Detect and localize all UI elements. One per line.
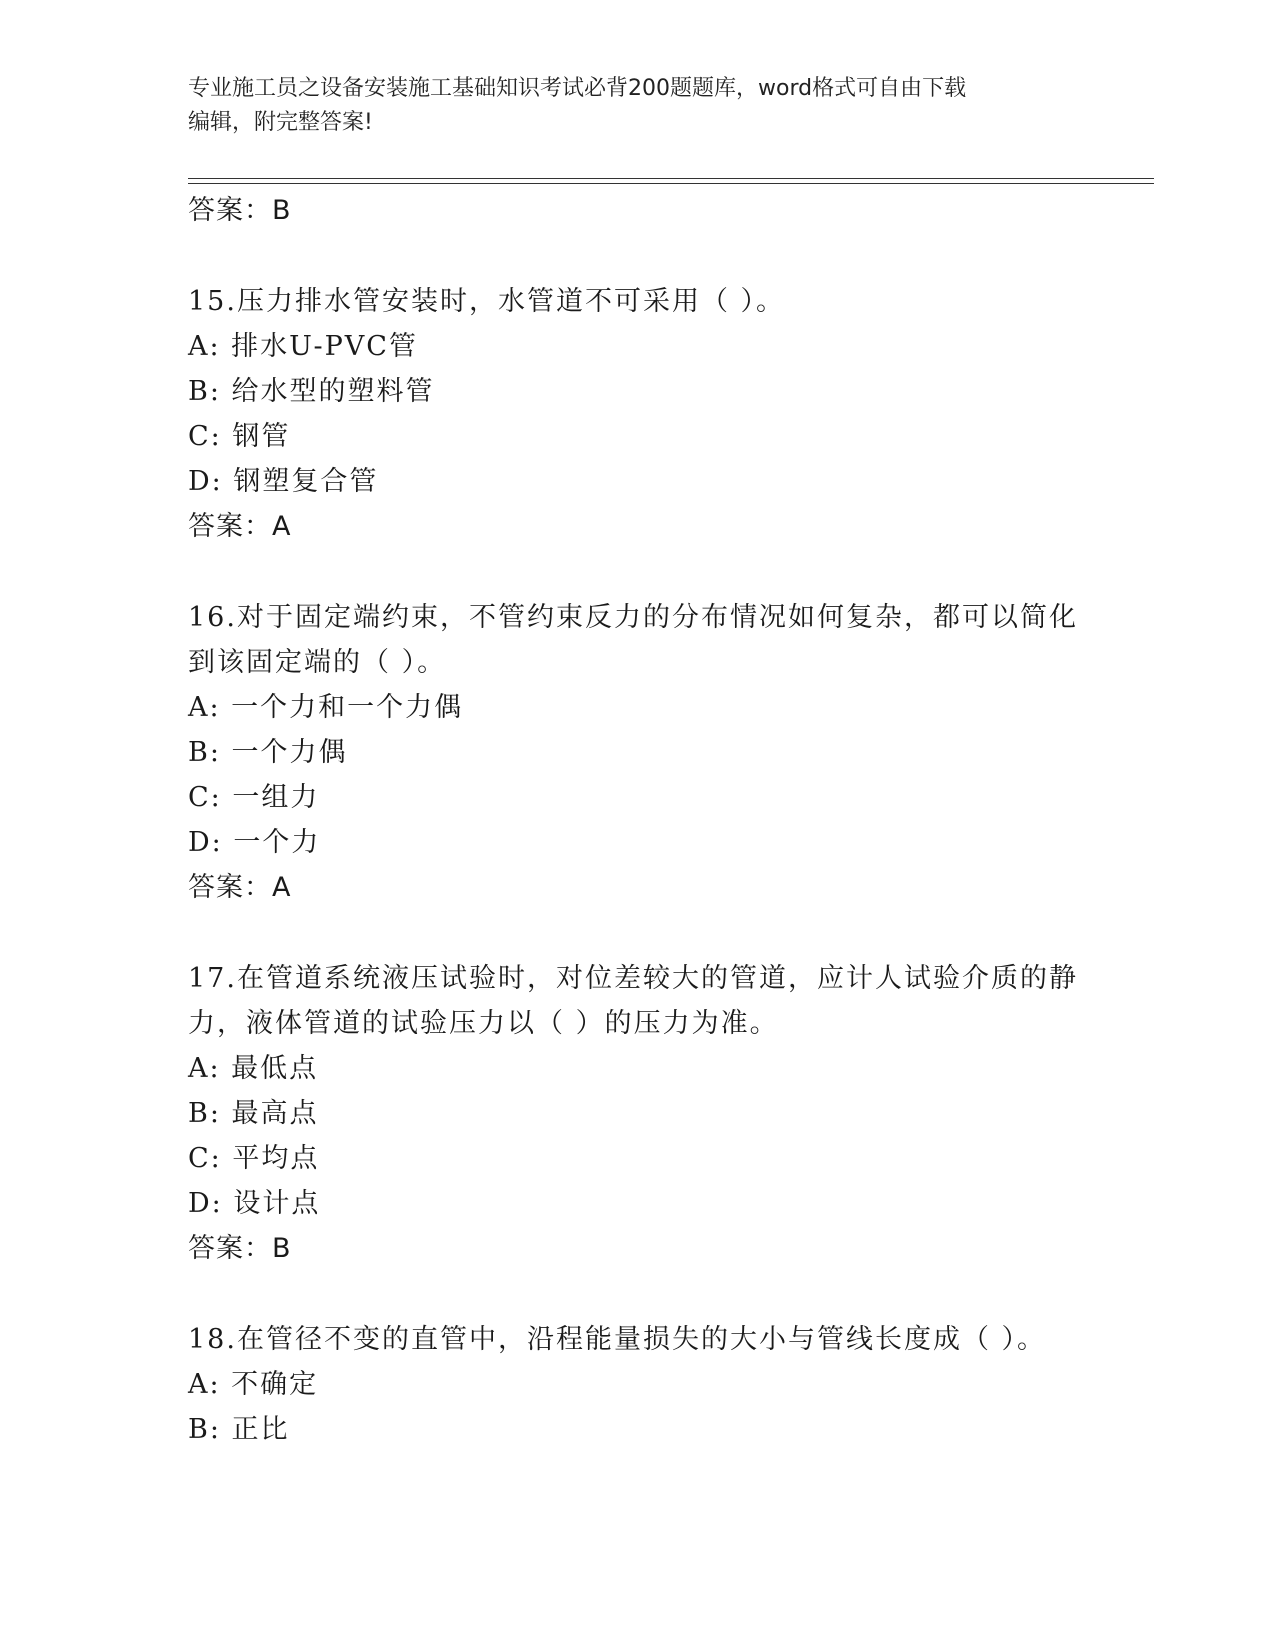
- question-18: [188, 1317, 1088, 1452]
- option-c: C: 钢管: [188, 421, 291, 452]
- spacer: [188, 234, 1088, 279]
- question-text: 16.对于固定端约束，不管约束反力的分布情况如何复杂，都可以简化到该固定端的（ ）。: [188, 602, 1078, 678]
- spacer: [188, 911, 1088, 956]
- page-header: [188, 72, 1068, 140]
- question-text: 18.在管径不变的直管中，沿程能量损失的大小与管线长度成（ ）。: [188, 1324, 1047, 1355]
- answer-14: 答案：B: [188, 195, 292, 226]
- question-17: [188, 956, 1088, 1272]
- option-b: B: 一个力偶: [188, 737, 348, 768]
- option-c: C: 平均点: [188, 1143, 320, 1174]
- option-c: C: 一组力: [188, 782, 320, 813]
- header-line-1: 专业施工员之设备安装施工基础知识考试必背200题题库，word格式可自由下载: [188, 76, 967, 101]
- answer: 答案：B: [188, 1233, 292, 1264]
- option-a: A: 不确定: [188, 1369, 319, 1400]
- option-b: B: 给水型的塑料管: [188, 376, 435, 407]
- option-d: D: 一个力: [188, 827, 321, 858]
- question-15: [188, 279, 1088, 550]
- option-d: D: 钢塑复合管: [188, 466, 379, 497]
- header-double-rule: [188, 178, 1154, 184]
- option-a: A: 一个力和一个力偶: [188, 692, 464, 723]
- question-text: 15.压力排水管安装时，水管道不可采用（ ）。: [188, 286, 786, 317]
- option-b: B: 最高点: [188, 1098, 319, 1129]
- question-16: [188, 595, 1088, 911]
- spacer: [188, 1272, 1088, 1317]
- option-a: A: 排水U-PVC管: [188, 331, 418, 362]
- option-b: B: 正比: [188, 1414, 290, 1445]
- question-text: 17.在管道系统液压试验时，对位差较大的管道，应计人试验介质的静力，液体管道的试验压力以（ ）的压力为准。: [188, 963, 1078, 1039]
- option-d: D: 设计点: [188, 1188, 321, 1219]
- spacer: [188, 550, 1088, 595]
- document-body: [188, 188, 1088, 1452]
- option-a: A: 最低点: [188, 1053, 319, 1084]
- answer: 答案：A: [188, 872, 292, 903]
- header-line-2: 编辑，附完整答案!: [188, 110, 373, 135]
- answer: 答案：A: [188, 511, 292, 542]
